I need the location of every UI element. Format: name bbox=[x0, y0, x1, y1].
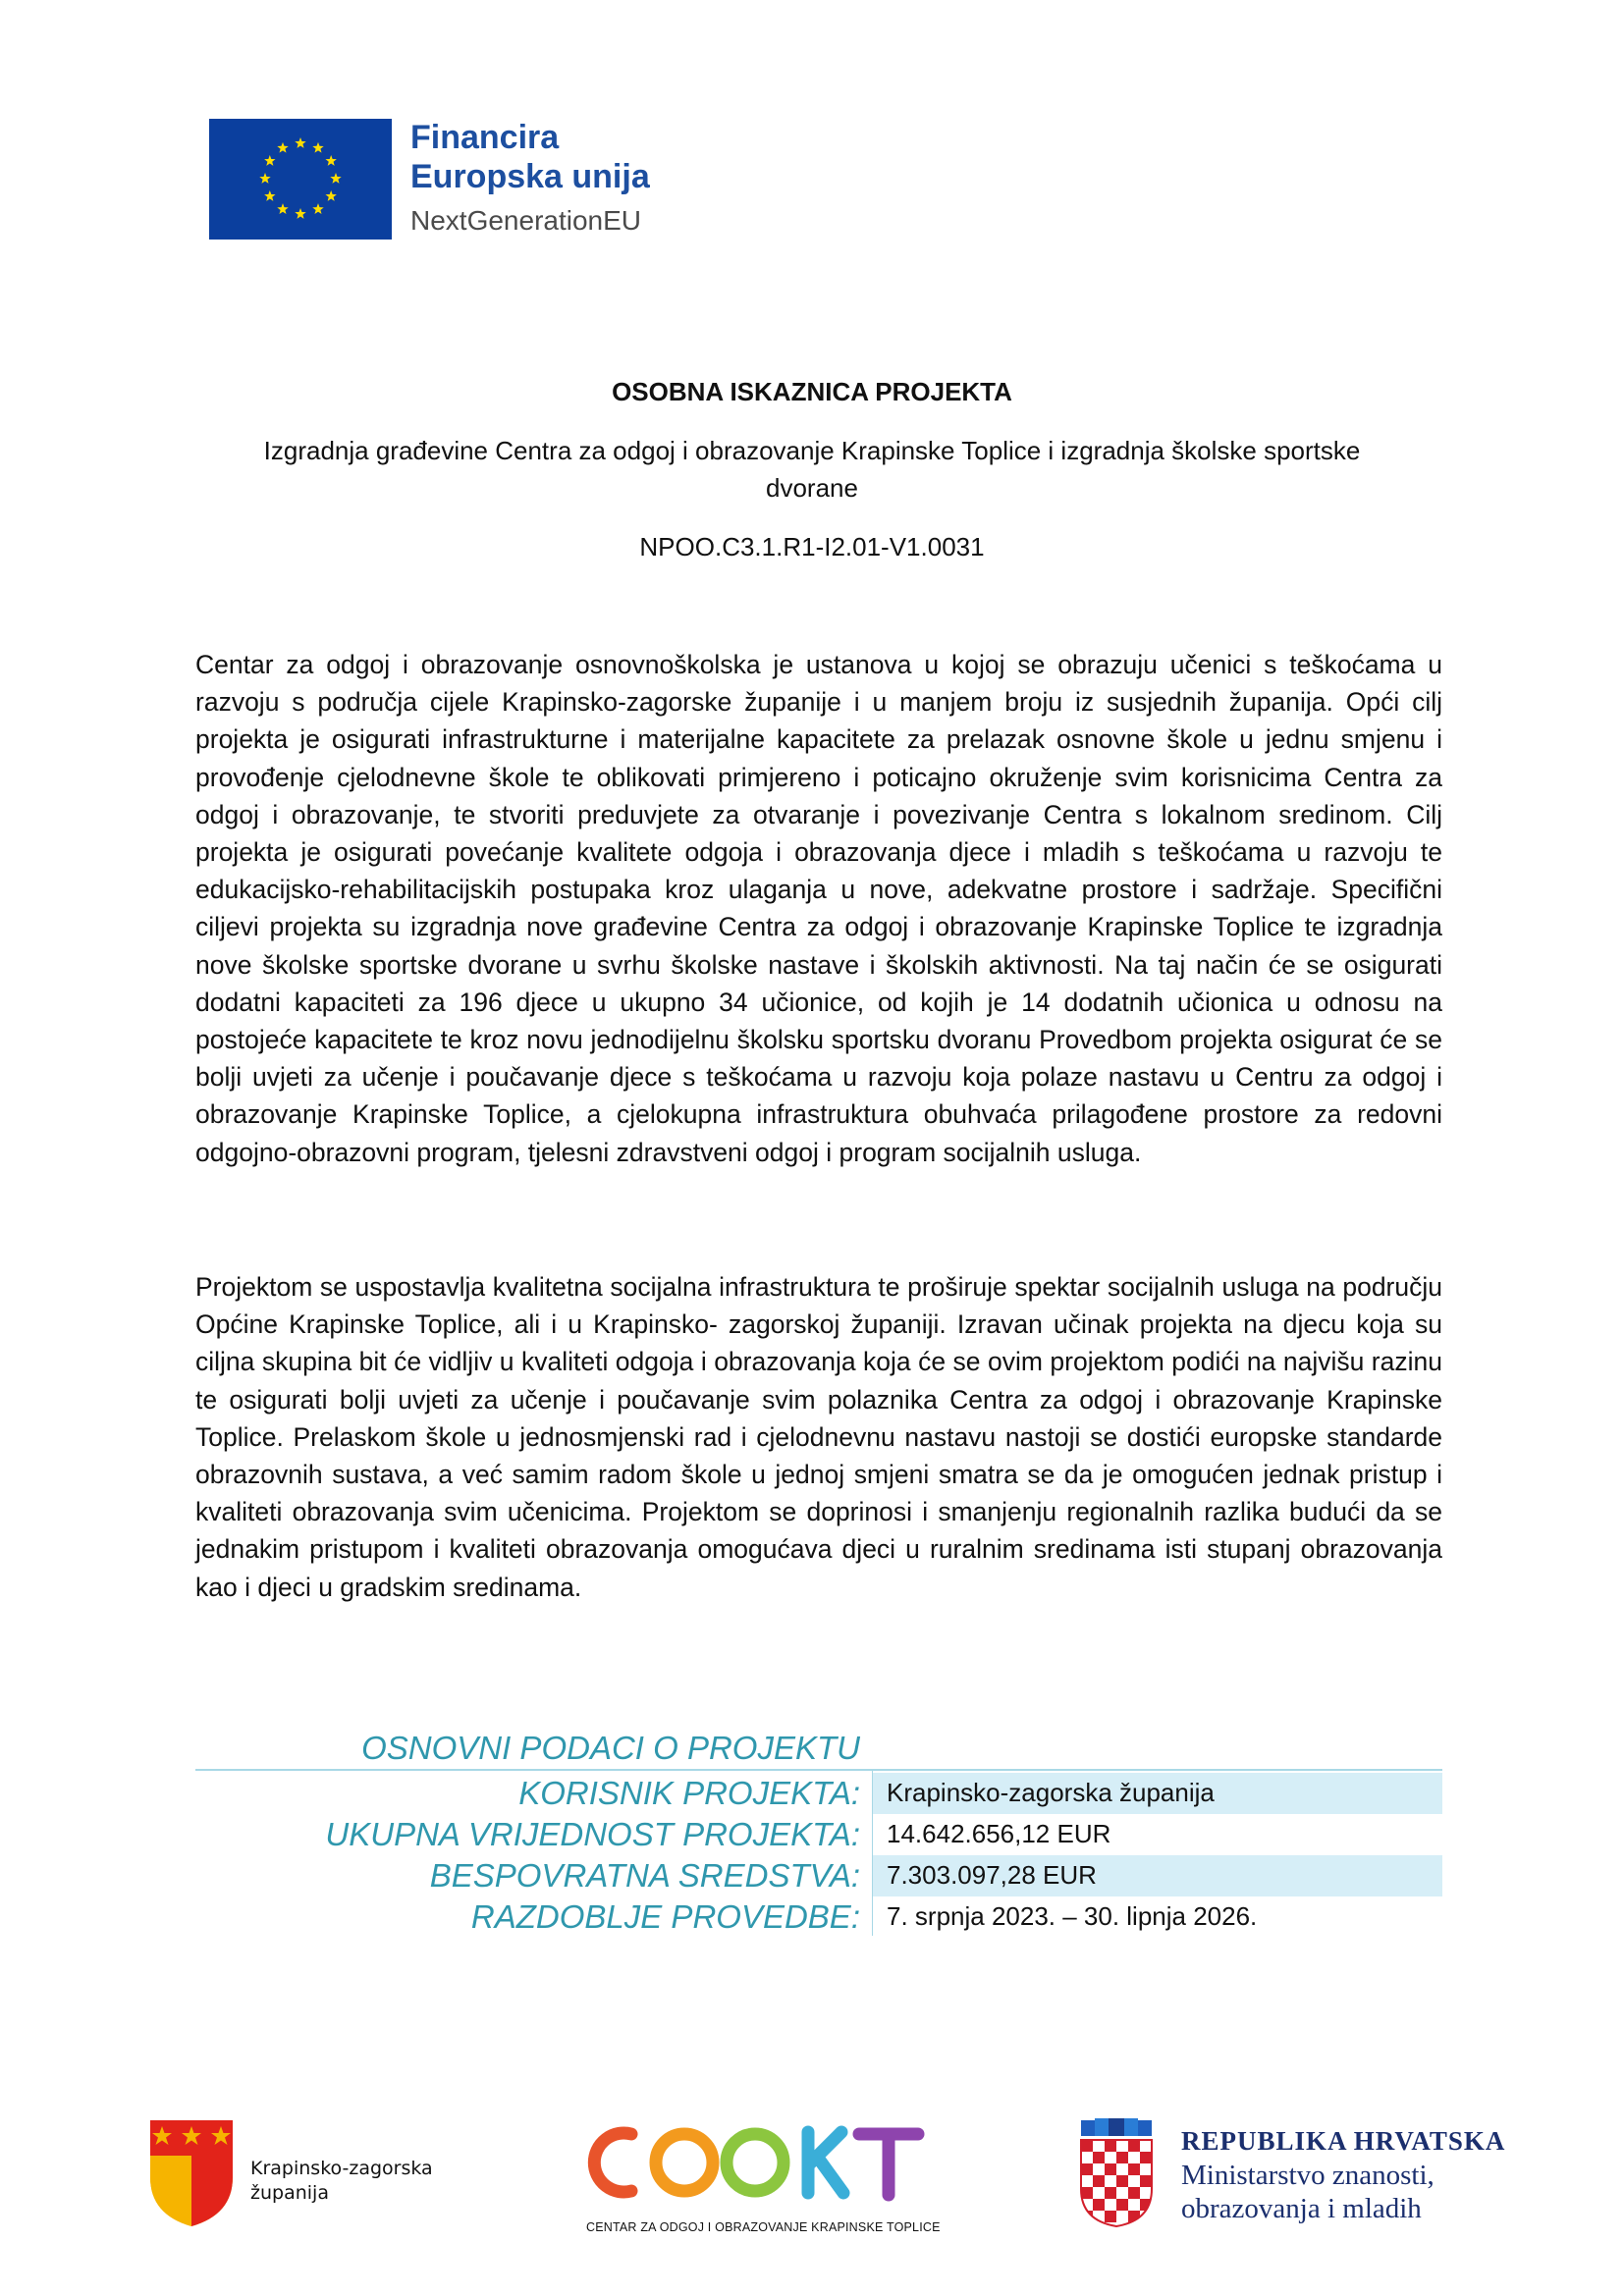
cooktt-caption: CENTAR ZA ODGOJ I OBRAZOVANJE KRAPINSKE TOPLICE bbox=[586, 2220, 941, 2234]
info-label-grant: BESPOVRATNA SREDSTVA: bbox=[429, 1857, 860, 1894]
info-value-grant: 7.303.097,28 EUR bbox=[873, 1855, 1442, 1896]
ministry-name-line-2: obrazovanja i mladih bbox=[1181, 2193, 1422, 2224]
eu-stars-icon bbox=[209, 119, 392, 240]
crest-check bbox=[1116, 2175, 1128, 2187]
project-info-row bbox=[195, 1814, 1442, 1855]
crest-check bbox=[1081, 2140, 1093, 2152]
project-name: Izgradnja građevine Centra za odgoj i obrazovanje Krapinske Toplice i izgradnja školske sportske dvorane bbox=[263, 436, 1361, 503]
crest-check bbox=[1105, 2211, 1116, 2222]
county-coat-of-arms-icon bbox=[148, 2118, 235, 2228]
document-title: OSOBNA ISKAZNICA PROJEKTA bbox=[612, 377, 1012, 406]
crest-check bbox=[1105, 2140, 1116, 2152]
crest-check bbox=[1081, 2187, 1093, 2199]
county-name-line-2: županija bbox=[250, 2182, 329, 2204]
county-name-line-1: Krapinsko-zagorska bbox=[250, 2158, 433, 2179]
crest-check bbox=[1093, 2199, 1105, 2211]
crest-check bbox=[1105, 2163, 1116, 2175]
crest-check bbox=[1105, 2187, 1116, 2199]
info-value-total-value: 14.642.656,12 EUR bbox=[887, 1819, 1111, 1848]
project-info-row bbox=[195, 1773, 1442, 1814]
info-value-period: 7. srpnja 2023. – 30. lipnja 2026. bbox=[887, 1901, 1258, 1931]
eu-funding-logo bbox=[209, 119, 700, 244]
crest-check bbox=[1116, 2152, 1128, 2163]
ministry-country: REPUBLIKA HRVATSKA bbox=[1181, 2126, 1506, 2156]
crest-check bbox=[1140, 2175, 1152, 2187]
crest-check bbox=[1128, 2163, 1140, 2175]
eu-logo-line-3: NextGenerationEU bbox=[410, 205, 642, 236]
info-label-period: RAZDOBLJE PROVEDBE: bbox=[470, 1898, 860, 1935]
project-code: NPOO.C3.1.R1-I2.01-V1.0031 bbox=[639, 532, 985, 561]
ministry-logo bbox=[1077, 2118, 1539, 2236]
body-paragraph: Projektom se uspostavlja kvalitetna socijalna infrastruktura te proširuje spektar socijalnih usluga na području Općine Krapinske Toplice, ali i u Krapinsko- zagorskoj županiji. Izravan učinak projekta na djecu koja su ciljna skupina bit će vidljiv u kvaliteti odgoja i obrazovanja koja će se ovim projektom podići na najvišu razinu te osigurati bolji uvjeti za učenje i poučavanje svim polaznika Centra za odgoj i obrazovanje Krapinske Toplice. Prelaskom škole u jednosmjenski rad i cjelodnevnu nastavu nastoji se dostići europske standarde obrazovnih sustava, a već samim radom škole u jednoj smjeni smatra se da je omogućen jednak pristup i kvaliteti obrazovanja svim učenicima. Projektom se doprinosi i smanjenju regionalnih razlika budući da se jednakim pristupom i kvaliteti obrazovanja omogućava djeci u ruralnim sredinama isti stupanj obrazovanja kao i djeci u gradskim sredinama. bbox=[195, 1272, 1442, 1602]
eu-logo-line-1: Financira bbox=[410, 119, 560, 156]
ministry-name-line-1: Ministarstvo znanosti, bbox=[1181, 2160, 1435, 2191]
crest-check bbox=[1128, 2211, 1140, 2222]
crest-check bbox=[1081, 2163, 1093, 2175]
info-value-beneficiary: Krapinsko-zagorska županija bbox=[873, 1773, 1442, 1814]
eu-flag-icon bbox=[209, 119, 392, 240]
project-info-row bbox=[195, 1896, 1442, 1938]
info-label-total-value: UKUPNA VRIJEDNOST PROJEKTA: bbox=[325, 1816, 860, 1852]
cooktt-wordmark-icon bbox=[586, 2120, 940, 2205]
info-label-beneficiary: KORISNIK PROJEKTA: bbox=[518, 1775, 860, 1811]
project-info-divider bbox=[195, 1769, 1442, 1771]
county-logo bbox=[148, 2118, 443, 2236]
croatian-coat-of-arms-icon bbox=[1077, 2118, 1156, 2228]
project-info-row bbox=[195, 1855, 1442, 1896]
crest-check bbox=[1116, 2199, 1128, 2211]
cooktt-logo bbox=[586, 2120, 940, 2238]
crest-check bbox=[1093, 2152, 1105, 2163]
project-info-heading: OSNOVNI PODACI O PROJEKTU bbox=[361, 1730, 860, 1766]
crest-check bbox=[1140, 2152, 1152, 2163]
eu-logo-line-2: Europska unija bbox=[410, 158, 650, 195]
crest-check bbox=[1128, 2187, 1140, 2199]
crest-check bbox=[1093, 2175, 1105, 2187]
crest-check bbox=[1128, 2140, 1140, 2152]
body-paragraph: Centar za odgoj i obrazovanje osnovnoškolska je ustanova u kojoj se obrazuju učenici s teškoćama u razvoju s područja cijele Krapinsko-zagorske županije i u manjem broju iz susjednih županija. Opći cilj projekta je osigurati infrastrukturne i materijalne kapacitete za prelazak osnovne škole u jednu smjenu i provođenje cjelodnevne škole te oblikovati primjereno i poticajno okruženje svim korisnicima Centra za odgoj i obrazovanje, te stvoriti preduvjete za otvaranje i povezivanje Centra s lokalnom sredinom. Cilj projekta je osigurati povećanje kvalitete odgoja i obrazovanja djece i mladih s teškoćama u razvoju te edukacijsko-rehabilitacijskih postupaka kroz ulaganja u nove, adekvatne prostore i sadržaje. Specifični ciljevi projekta su izgradnja nove građevine Centra za odgoj i obrazovanje Krapinske Toplice te izgradnja nove školske sportske dvorane u svrhu školske nastave i školskih aktivnosti. Na taj način će se osigurati dodatni kapaciteti za 196 djece u ukupno 34 učionice, od kojih je 14 dodatnih učionica u odnosu na postojeće kapacitete te kroz novu jednodijelnu školsku sportsku dvoranu Provedbom projekta osigurat će se bolji uvjeti za učenje i poučavanje djece s teškoćama u razvoju koja polaze nastavu u Centru za odgoj i obrazovanje Krapinske Toplice, a cjelokupna infrastruktura obuhvaća prilagođene prostore za redovni odgojno-obrazovni program, tjelesni zdravstveni odgoj i program socijalnih usluga. bbox=[195, 650, 1442, 1167]
